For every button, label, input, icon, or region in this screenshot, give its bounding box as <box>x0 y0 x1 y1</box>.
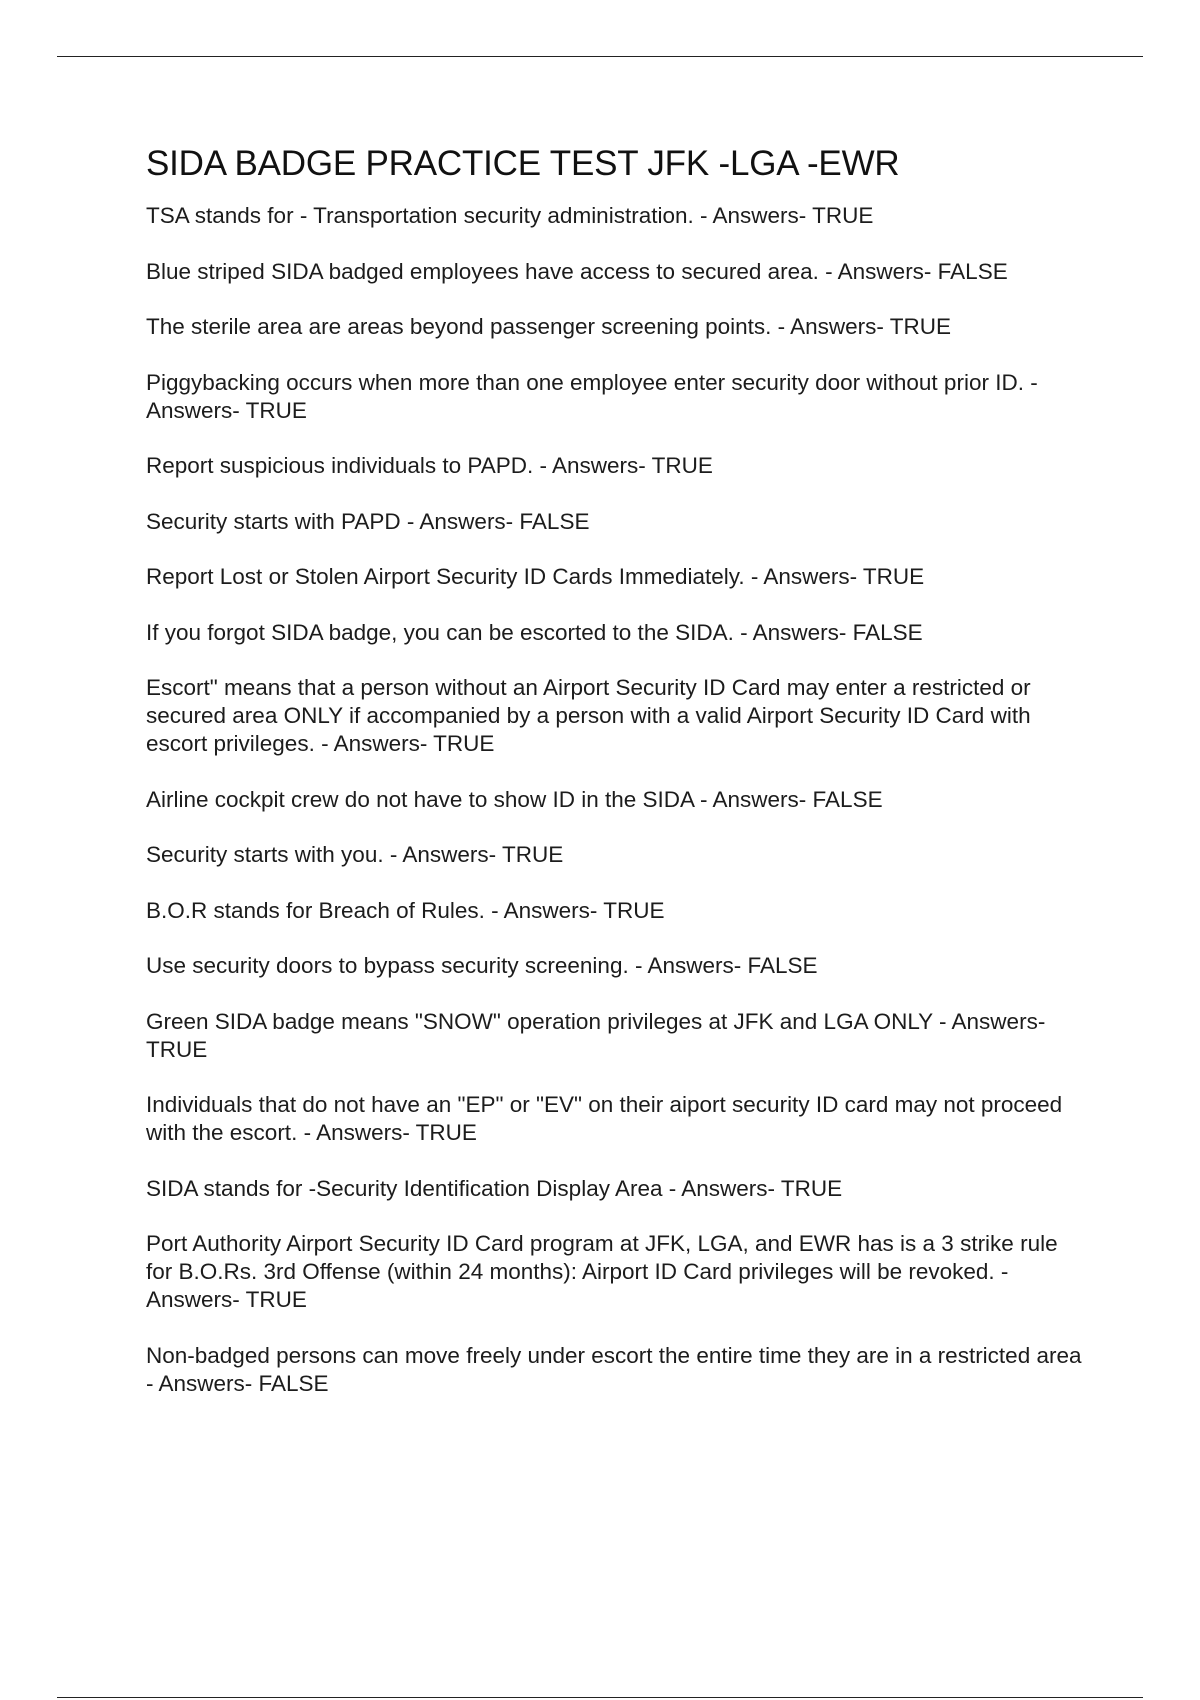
question-item: Non-badged persons can move freely under escort the entire time they are in a restricted area - Answers- FALSE <box>146 1342 1082 1396</box>
question-item: B.O.R stands for Breach of Rules. - Answers- TRUE <box>146 897 665 923</box>
question-item: Security starts with you. - Answers- TRUE <box>146 842 564 867</box>
question-item: If you forgot SIDA badge, you can be escorted to the SIDA. - Answers- FALSE <box>146 619 923 645</box>
question-item: SIDA stands for -Security Identification Display Area - Answers- TRUE <box>146 1175 843 1201</box>
question-item: Port Authority Airport Security ID Card program at JFK, LGA, and EWR has is a 3 strike rule for B.O.Rs. 3rd Offense (within 24 months): Airport ID Card privileges will be revoked. - Answers- TRUE <box>146 1231 1058 1312</box>
document-body <box>146 142 1086 1425</box>
question-item: Green SIDA badge means "SNOW" operation privileges at JFK and LGA ONLY - Answers- TRUE <box>146 1008 1046 1062</box>
question-item: Piggybacking occurs when more than one employee enter security door without prior ID. - Answers- TRUE <box>146 369 1038 423</box>
top-divider <box>57 56 1143 57</box>
question-list <box>146 202 1086 1398</box>
question-item: Individuals that do not have an "EP" or "EV" on their aiport security ID card may not proceed with the escort. - Answers- TRUE <box>146 1092 1063 1145</box>
question-item: TSA stands for - Transportation security administration. - Answers- TRUE <box>146 203 874 228</box>
question-item: Use security doors to bypass security screening. - Answers- FALSE <box>146 953 818 978</box>
question-item: Security starts with PAPD - Answers- FALSE <box>146 508 590 534</box>
question-item: Airline cockpit crew do not have to show ID in the SIDA - Answers- FALSE <box>146 786 883 812</box>
question-item: Report suspicious individuals to PAPD. - Answers- TRUE <box>146 453 713 478</box>
bottom-divider <box>57 1697 1143 1698</box>
question-item: Blue striped SIDA badged employees have access to secured area. - Answers- FALSE <box>146 258 1008 284</box>
document-title: SIDA BADGE PRACTICE TEST JFK -LGA -EWR <box>146 144 900 183</box>
question-item: The sterile area are areas beyond passenger screening points. - Answers- TRUE <box>146 314 951 339</box>
question-item: Escort" means that a person without an Airport Security ID Card may enter a restricted or secured area ONLY if accompanied by a person with a valid Airport Security ID Card with escort privileges. - Answers- TRUE <box>146 675 1031 756</box>
question-item: Report Lost or Stolen Airport Security ID Cards Immediately. - Answers- TRUE <box>146 564 925 589</box>
